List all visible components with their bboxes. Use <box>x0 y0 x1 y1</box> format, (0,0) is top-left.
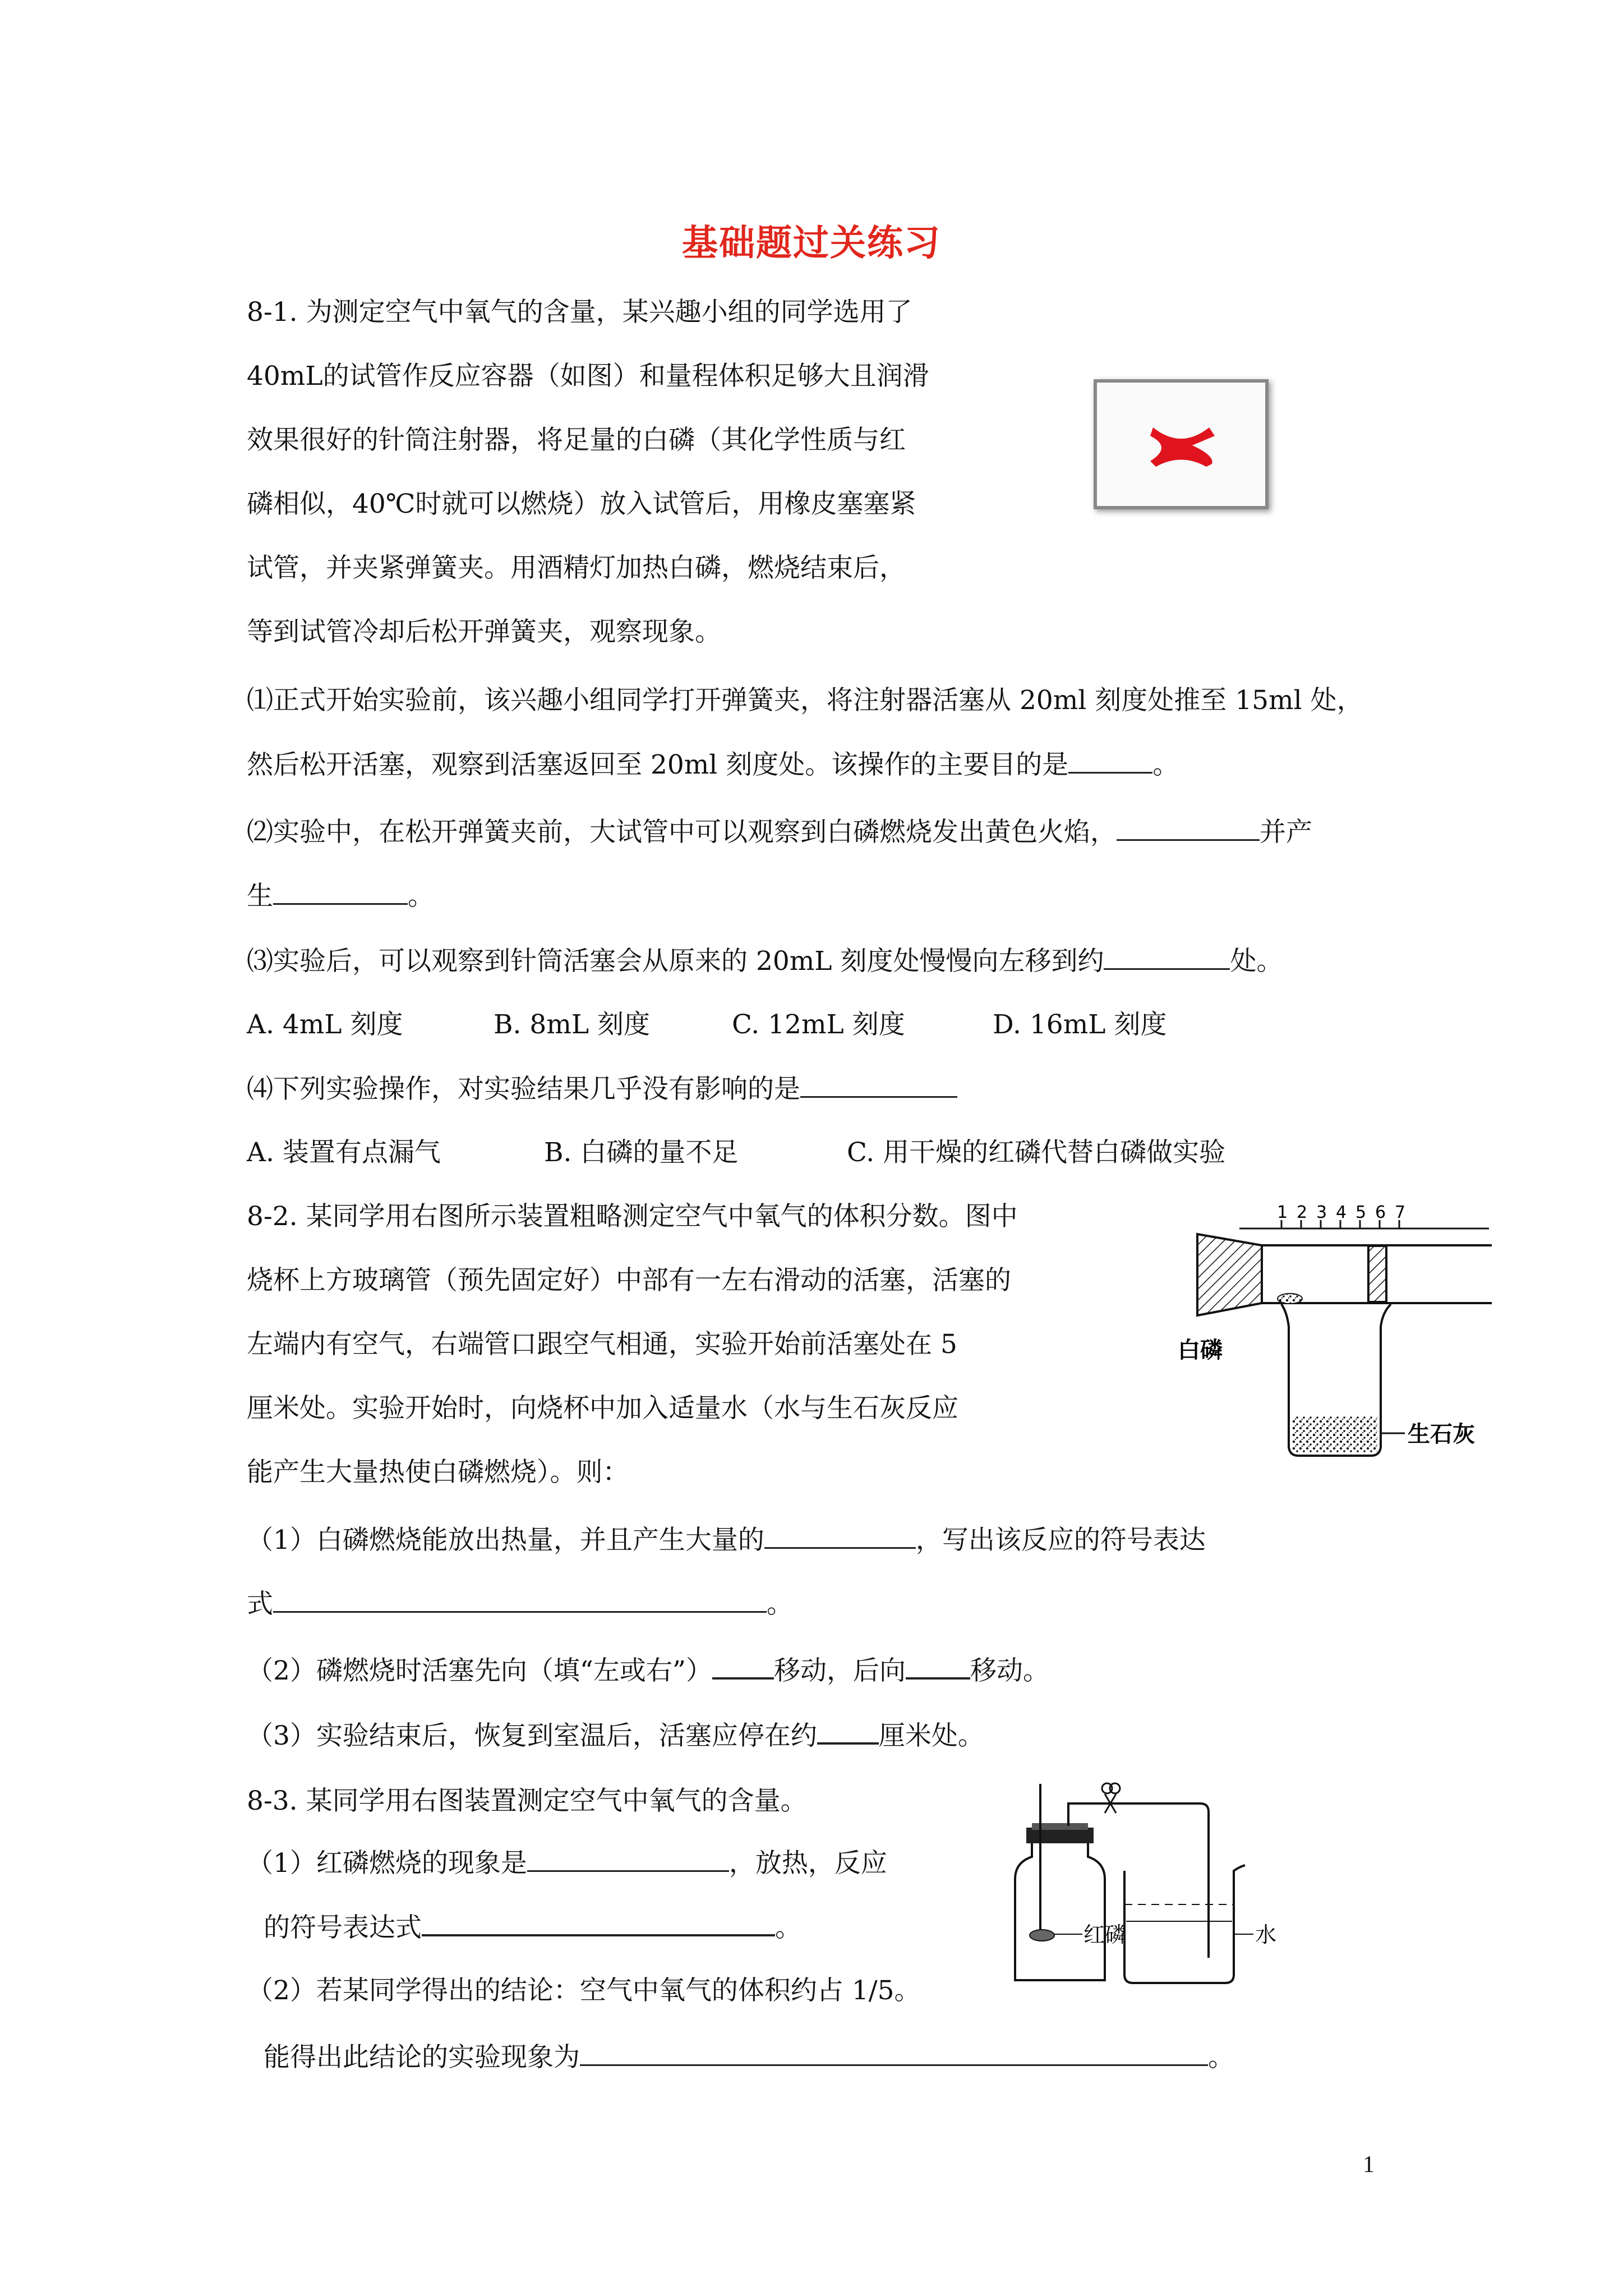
q3-p1-text-b: 的符号表达式 <box>264 1912 422 1943</box>
q3-p1-blank-1[interactable] <box>527 1846 729 1872</box>
q2-p3-line <box>247 1718 984 1754</box>
q1-p1-end: 。 <box>1152 749 1179 780</box>
q2-scale-5: 5 <box>1355 1203 1367 1222</box>
q1-intro-line-2: 40mL的试管作反应容器（如图）和量程体积足够大且润滑 <box>247 361 929 392</box>
q3-bottle <box>1015 1837 1105 1980</box>
q2-p2-blank-1[interactable] <box>712 1653 774 1680</box>
q1-p2-blank-1[interactable] <box>1117 815 1260 841</box>
q2-apparatus-diagram <box>1178 1198 1497 1467</box>
q2-scale-7: 7 <box>1395 1203 1406 1222</box>
q1-p2-blank-2[interactable] <box>273 878 408 905</box>
q1-p4-line <box>247 1071 957 1107</box>
q2-p1-text: （1）白磷燃烧能放出热量，并且产生大量的 <box>247 1525 764 1556</box>
q1-intro-line-5: 试管，并夹紧弹簧夹。用酒精灯加热白磷，燃烧结束后， <box>247 553 906 583</box>
q2-label-quicklime: 生石灰 <box>1408 1421 1475 1447</box>
q3-p2-line-1: （2）若某同学得出的结论：空气中氧气的体积约占 1/5。 <box>247 1975 921 2006</box>
q1-p4-text: ⑷下列实验操作，对实验结果几乎没有影响的是 <box>247 1074 800 1105</box>
q1-p3-blank[interactable] <box>1104 944 1230 970</box>
q1-p2-line-1 <box>247 815 1312 850</box>
q3-beaker <box>1124 1865 1245 1983</box>
q3-p2-end: 。 <box>1208 2042 1234 2073</box>
q2-quicklime <box>1292 1416 1377 1452</box>
q3-intro-line: 8-3. 某同学用右图装置测定空气中氧气的含量。 <box>247 1786 807 1816</box>
q1-p1-line-1: ⑴正式开始实验前，该兴趣小组同学打开弹簧夹，将注射器活塞从 20ml 刻度处推至 15ml 处， <box>247 685 1363 716</box>
q1-p2-end: 。 <box>408 881 434 912</box>
q2-p1-line-1 <box>247 1522 1206 1558</box>
q1-p3-end: 处。 <box>1230 946 1283 977</box>
q1-p3-option-a[interactable]: A. 4mL 刻度 <box>247 1009 403 1040</box>
q1-p3-text: ⑶实验后，可以观察到针筒活塞会从原来的 20mL 刻度处慢慢向左移到约 <box>247 946 1104 977</box>
q3-label-red-phosphorus: 红磷 <box>1083 1922 1127 1947</box>
q2-rubber-stopper <box>1197 1234 1262 1315</box>
q2-piston <box>1368 1246 1386 1302</box>
q3-p1-blank-2[interactable] <box>422 1910 775 1936</box>
q1-p3-option-b[interactable]: B. 8mL 刻度 <box>494 1009 651 1040</box>
q2-label-white-phosphorus: 白磷 <box>1178 1337 1223 1363</box>
q3-p2-blank[interactable] <box>580 2040 1208 2066</box>
q2-p1-text-b: 式 <box>247 1589 273 1619</box>
q2-p1-blank-1[interactable] <box>764 1522 916 1549</box>
q3-p2-line-2 <box>264 2040 1234 2075</box>
q1-p4-blank[interactable] <box>800 1071 957 1098</box>
q1-p4-option-b[interactable]: B. 白磷的量不足 <box>544 1137 739 1168</box>
q2-p3-end: 厘米处。 <box>878 1720 984 1751</box>
q3-p1-text-end: ，放热，反应 <box>728 1848 887 1879</box>
q2-p2-line <box>247 1653 1049 1688</box>
q2-scale-6: 6 <box>1375 1203 1386 1222</box>
q2-intro-line-1: 8-2. 某同学用右图所示装置粗略测定空气中氧气的体积分数。图中 <box>247 1201 1018 1232</box>
q2-intro-line-2: 烧杯上方玻璃管（预先固定好）中部有一左右滑动的活塞，活塞的 <box>247 1265 1011 1296</box>
q1-p3-line <box>247 944 1283 979</box>
q2-p1-end: 。 <box>767 1589 793 1619</box>
q2-p1-line-2 <box>247 1586 793 1622</box>
q1-p3-option-c[interactable]: C. 12mL 刻度 <box>732 1009 905 1040</box>
q2-intro-line-3: 左端内有空气，右端管口跟空气相通，实验开始前活塞处在 5 <box>247 1329 957 1360</box>
q2-p2-end: 移动。 <box>970 1655 1049 1686</box>
q2-intro-line-5: 能产生大量热使白磷燃烧）。则： <box>247 1457 629 1488</box>
broken-image-icon <box>1097 383 1265 506</box>
q3-p2-text: 能得出此结论的实验现象为 <box>264 2042 580 2073</box>
q1-p1-line-2 <box>247 747 1179 783</box>
q2-p3-blank[interactable] <box>817 1718 879 1745</box>
q2-p2-mid: 移动，后向 <box>773 1655 906 1686</box>
q1-p2-text: ⑵实验中，在松开弹簧夹前，大试管中可以观察到白磷燃烧发出黄色火焰， <box>247 817 1117 848</box>
q1-intro-line-4: 磷相似，40℃时就可以燃烧）放入试管后，用橡皮塞塞紧 <box>247 489 916 519</box>
q1-intro-line-6: 等到试管冷却后松开弹簧夹，观察现象。 <box>247 616 721 647</box>
broken-image-placeholder <box>1094 379 1269 509</box>
q1-p3-option-d[interactable]: D. 16mL 刻度 <box>993 1009 1167 1040</box>
q1-p2-text-b: 生 <box>247 881 273 912</box>
q2-intro-line-4: 厘米处。实验开始时，向烧杯中加入适量水（水与生石灰反应 <box>247 1393 958 1424</box>
q3-p1-text: （1）红磷燃烧的现象是 <box>247 1848 527 1879</box>
q1-p2-text-end: 并产 <box>1260 817 1312 848</box>
q3-label-water: 水 <box>1255 1922 1277 1947</box>
q3-p1-end: 。 <box>775 1912 801 1943</box>
q3-red-phosphorus <box>1030 1930 1054 1941</box>
q2-scale-1: 1 <box>1277 1203 1288 1222</box>
page-title: 基础题过关练习 <box>682 223 941 264</box>
q3-p1-line-1 <box>247 1846 887 1881</box>
q1-intro-line-3: 效果很好的针筒注射器，将足量的白磷（其化学性质与红 <box>247 425 906 455</box>
q3-stopper <box>1026 1828 1094 1843</box>
q3-p1-line-2 <box>264 1910 801 1945</box>
q2-p3-text: （3）实验结束后，恢复到室温后，活塞应停在约 <box>247 1720 817 1751</box>
q2-scale-2: 2 <box>1297 1203 1308 1222</box>
q2-p2-text: （2）磷燃烧时活塞先向（填“左或右”） <box>247 1655 712 1686</box>
q2-p1-blank-2[interactable] <box>273 1586 767 1613</box>
q2-scale-3: 3 <box>1316 1203 1327 1222</box>
q1-p4-option-a[interactable]: A. 装置有点漏气 <box>247 1137 441 1168</box>
q1-p1-text: 然后松开活塞，观察到活塞返回至 20ml 刻度处。该操作的主要目的是 <box>247 749 1069 780</box>
q1-p2-line-2 <box>247 878 434 914</box>
page-number: 1 <box>1363 2152 1375 2178</box>
q1-p1-blank[interactable] <box>1068 747 1152 774</box>
q3-apparatus-diagram <box>998 1767 1290 1986</box>
q1-intro-line-1: 8-1. 为测定空气中氧气的含量，某兴趣小组的同学选用了 <box>247 297 912 328</box>
q2-p1-text-end: ，写出该反应的符号表达 <box>915 1525 1206 1556</box>
q2-scale-4: 4 <box>1336 1203 1347 1222</box>
q2-white-phosphorus <box>1278 1294 1302 1304</box>
q2-p2-blank-2[interactable] <box>906 1653 970 1680</box>
q1-p4-option-c[interactable]: C. 用干燥的红磷代替白磷做实验 <box>847 1137 1226 1168</box>
